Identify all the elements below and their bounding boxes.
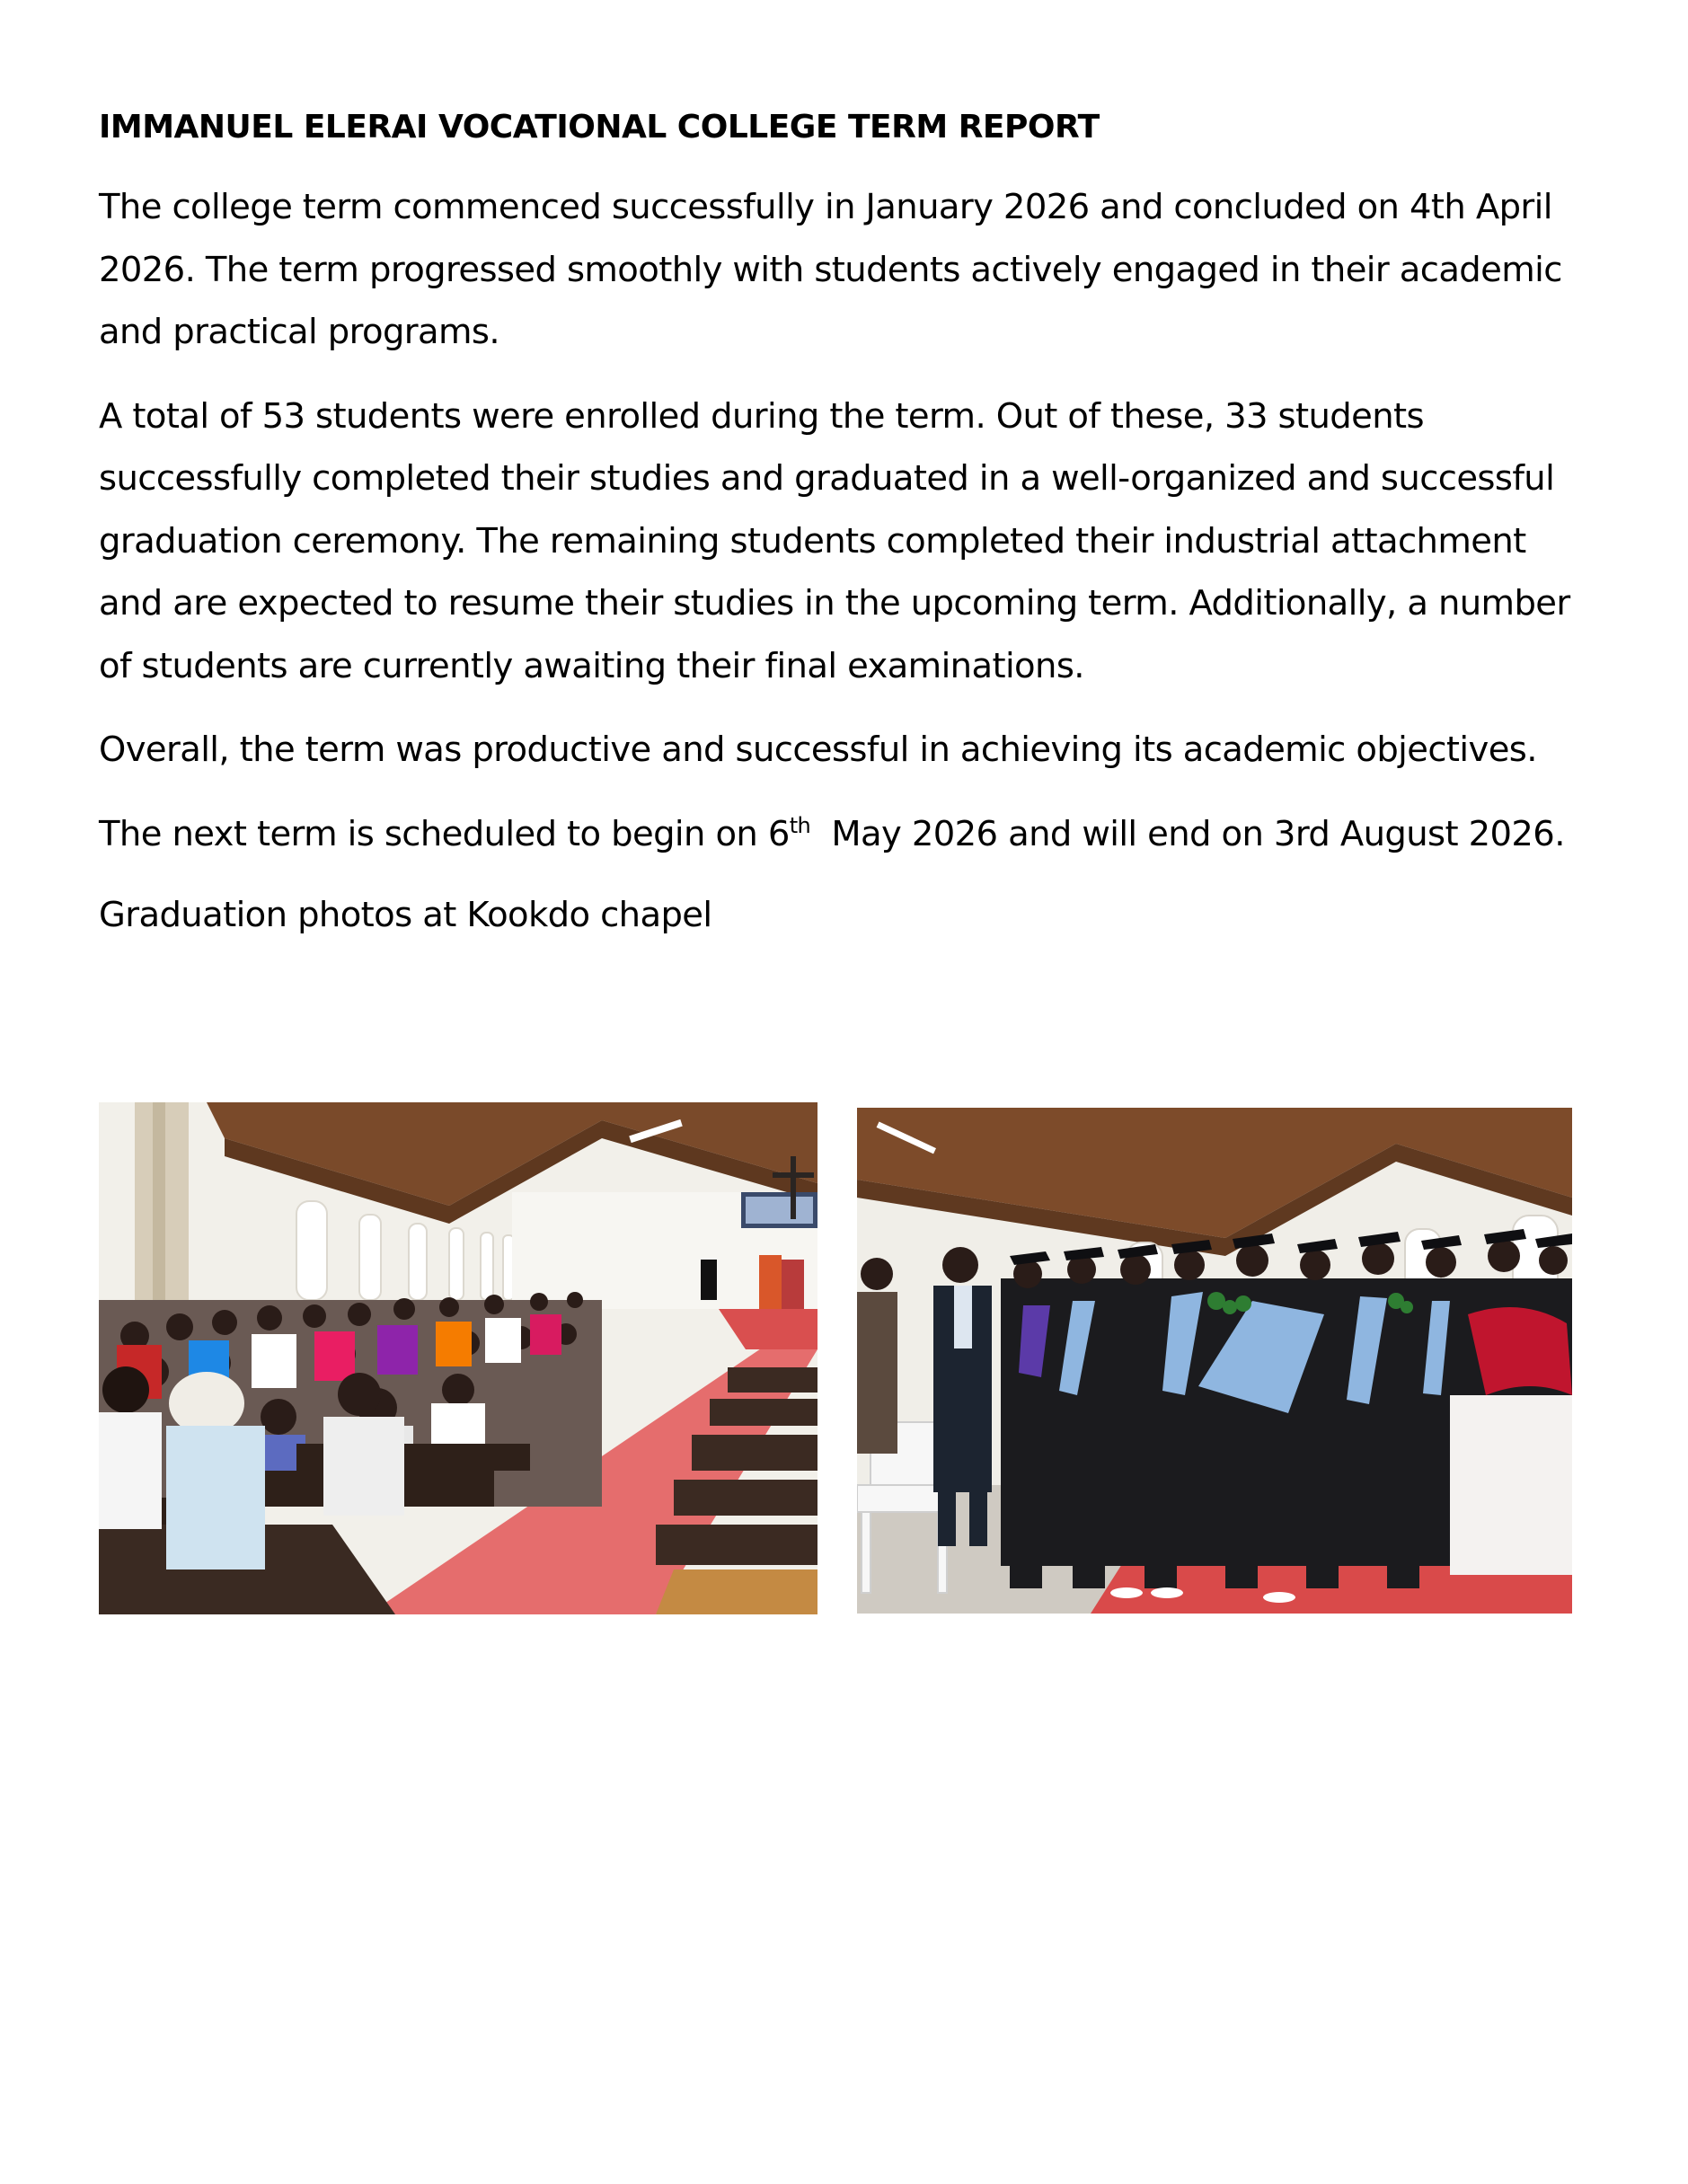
next-term-text-end: May 2026 and will end on 3rd August 2026. bbox=[810, 813, 1565, 854]
photo-congregation bbox=[99, 1102, 817, 1614]
paragraph-overall: Overall, the term was productive and successful in achieving its academic objectives. bbox=[99, 729, 1537, 770]
paragraph-enrollment: A total of 53 students were enrolled during the term. Out of these, 33 students successfully completed their studies and graduated in a well-organized and successful graduation ceremony. The remaining students completed their industrial attachment and are expected to resume their studies in the upcoming term. Additionally, a number of students are currently awaiting their final examinations. bbox=[99, 395, 1570, 686]
photo-graduates bbox=[857, 1108, 1572, 1614]
next-term-text-start: The next term is scheduled to begin on 6 bbox=[99, 813, 790, 854]
paragraph-next-term bbox=[99, 803, 1590, 866]
photos-caption: Graduation photos at Kookdo chapel bbox=[99, 895, 712, 935]
report-title: IMMANUEL ELERAI VOCATIONAL COLLEGE TERM REPORT bbox=[99, 109, 1100, 146]
ordinal-suffix: th bbox=[789, 812, 811, 838]
paragraph-term-summary: The college term commenced successfully in January 2026 and concluded on 4th April 2026. The term progressed smoothly with students actively engaged in their academic and practical programs. bbox=[99, 187, 1562, 352]
report-page bbox=[99, 99, 1590, 944]
graduation-photos bbox=[99, 1102, 1572, 1614]
